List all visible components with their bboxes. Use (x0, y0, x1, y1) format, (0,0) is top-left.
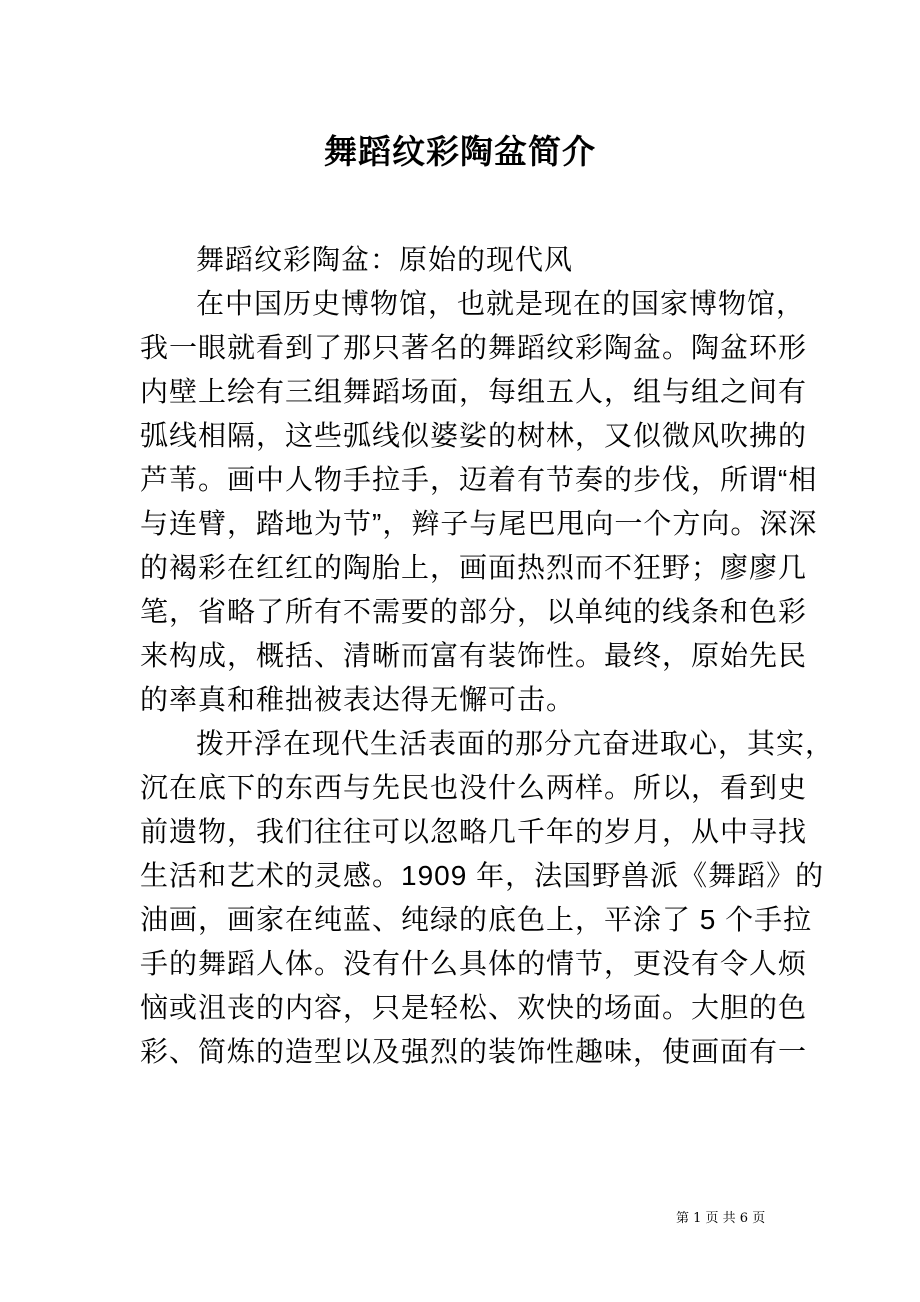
document-title: 舞蹈纹彩陶盆简介 (324, 132, 596, 171)
text-line: 生活和艺术的灵感。1909 年，法国野兽派《舞蹈》的 (140, 860, 825, 891)
document-body (140, 238, 835, 1074)
text-line: 前遗物，我们往往可以忽略几千年的岁月，从中寻找 (140, 816, 808, 847)
text-line: 在中国历史博物馆，也就是现在的国家博物馆， (196, 288, 806, 319)
text-line: 来构成，概括、清晰而富有装饰性。最终，原始先民 (140, 640, 808, 671)
paragraph (140, 238, 820, 282)
paragraph (140, 722, 835, 1074)
text-line: 的褐彩在红红的陶胎上，画面热烈而不狂野；廖廖几 (140, 552, 808, 583)
text-line: 拨开浮在现代生活表面的那分亢奋进取心，其实， (196, 728, 835, 759)
text-line: 恼或沮丧的内容，只是轻松、欢快的场面。大胆的色 (140, 992, 808, 1023)
text-line: 手的舞蹈人体。没有什么具体的情节，更没有令人烦 (140, 948, 808, 979)
text-line: 内壁上绘有三组舞蹈场面，每组五人，组与组之间有 (140, 376, 808, 407)
page-number-footer: 第 1 页 共 6 页 (676, 1211, 766, 1226)
text-line: 沉在底下的东西与先民也没什么两样。所以，看到史 (140, 772, 808, 803)
text-line: 芦苇。画中人物手拉手，迈着有节奏的步伐，所谓“相 (140, 464, 818, 495)
text-line: 彩、简炼的造型以及强烈的装饰性趣味，使画面有一 (140, 1036, 808, 1067)
text-line: 笔，省略了所有不需要的部分，以单纯的线条和色彩 (140, 596, 808, 627)
paragraph (140, 282, 820, 722)
text-line: 与连臂，踏地为节”，辫子与尾巴甩向一个方向。深深 (140, 508, 818, 539)
text-line: 油画，画家在纯蓝、纯绿的底色上，平涂了 5 个手拉 (140, 904, 813, 935)
text-line: 的率真和稚拙被表达得无懈可击。 (140, 684, 576, 715)
text-line: 弧线相隔，这些弧线似婆娑的树林，又似微风吹拂的 (140, 420, 808, 451)
text-line: 舞蹈纹彩陶盆：原始的现代风 (196, 244, 574, 275)
text-line: 我一眼就看到了那只著名的舞蹈纹彩陶盆。陶盆环形 (140, 332, 808, 363)
